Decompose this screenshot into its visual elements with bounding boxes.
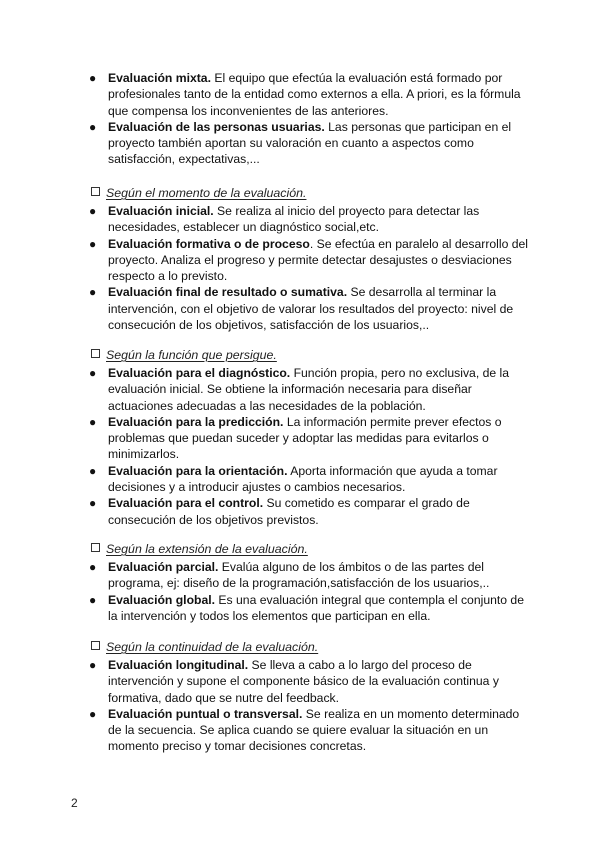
section-heading (88, 639, 528, 655)
list-item (88, 236, 528, 285)
item-term: Evaluación para la predicción. (108, 414, 284, 429)
checkbox-icon (91, 543, 100, 552)
bullet-icon: ● (89, 71, 97, 85)
list-item (88, 495, 528, 528)
item-text: Se realiza al inicio del proyecto para detectar las necesidades, establecer un diagnóstico social,etc. (108, 204, 480, 235)
item-text: Se desarrolla al terminar la intervención, con el objetivo de valorar los resultados del proyecto: nivel de consecución de los objetivos, satisfacción de los usuarios,.. (108, 285, 514, 333)
item-text: Se realiza en un momento determinado de la secuencia. Se aplica cuando se quiere evaluar la situación en un momento preciso y tomar decisiones concretas. (108, 706, 520, 754)
section-heading-text: Según la extensión de la evaluación. (106, 542, 308, 556)
list-item (88, 706, 528, 755)
checkbox-icon (91, 349, 100, 358)
section-funcion (88, 347, 528, 528)
checkbox-icon (91, 641, 100, 650)
bullet-icon: ● (89, 119, 97, 134)
list-item (88, 365, 528, 414)
item-text: Su cometido es comparar el grado de consecución de los objetivos previstos. (108, 496, 470, 527)
bullet-icon: ● (89, 560, 97, 574)
item-term: Evaluación para el control. (108, 496, 264, 511)
item-term: Evaluación puntual o transversal. (108, 706, 303, 721)
checkbox-icon (91, 187, 100, 196)
item-term: Evaluación formativa o de proceso (108, 236, 310, 251)
item-text: La información permite prever efectos o problemas que puedan suceder y adoptar las medidas para evitarlos o minimizarlos. (108, 414, 502, 462)
bullet-icon: ● (89, 496, 97, 511)
bullet-icon: ● (89, 204, 97, 218)
item-term: Evaluación longitudinal. (108, 658, 249, 672)
section-continuidad (88, 639, 528, 755)
section-heading (88, 185, 528, 201)
item-term: Evaluación final de resultado o sumativa. (108, 285, 348, 300)
section-heading-text: Según la función que persigue. (106, 348, 277, 362)
list-item (88, 559, 528, 592)
list-item (88, 414, 528, 463)
item-text: Función propia, pero no exclusiva, de la evaluación inicial. Se obtiene la información necesaria para diseñar actuaciones adecuadas a las necesidades de la población. (108, 366, 510, 413)
item-text: Aporta información que ayuda a tomar decisiones y a introducir ajustes o cambios necesarios. (108, 463, 498, 495)
item-term: Evaluación mixta. (108, 71, 211, 85)
page-number: 2 (71, 796, 78, 810)
section-heading-text: Según la continuidad de la evaluación. (106, 640, 319, 654)
item-term: Evaluación para la orientación. (108, 463, 288, 478)
list-item (88, 119, 528, 168)
list-item (88, 592, 528, 625)
item-text: Las personas que participan en el proyecto también aportan su valoración en cuanto a aspectos como satisfacción, expectativas,... (108, 119, 512, 167)
item-text: Evalúa alguno de los ámbitos o de las partes del programa, ej: diseño de la programación,satisfacción de los usuarios,.. (108, 560, 490, 591)
bullet-icon: ● (89, 706, 97, 721)
section-extension (88, 541, 528, 624)
section-heading (88, 541, 528, 557)
bullet-icon: ● (89, 366, 97, 380)
bullet-icon: ● (89, 463, 97, 478)
item-term: Evaluación global. (108, 592, 216, 607)
bullet-icon: ● (89, 285, 97, 300)
item-term: Evaluación parcial. (108, 560, 219, 574)
item-term: Evaluación de las personas usuarias. (108, 119, 325, 134)
item-term: Evaluación para el diagnóstico. (108, 366, 291, 380)
item-text: El equipo que efectúa la evaluación está formado por profesionales tanto de la entidad como externos a ella. A priori, es la fórmula que compensa los inconvenientes de las anteriores. (108, 71, 521, 118)
item-term: Evaluación inicial. (108, 204, 214, 218)
list-item (88, 284, 528, 333)
bullet-icon: ● (89, 592, 97, 607)
section-momento (88, 185, 528, 333)
item-text: Se lleva a cabo a lo largo del proceso de intervención y supone el componente básico de la evaluación continua y formativa, dado que se nutre del feedback. (108, 658, 499, 705)
list-item (88, 657, 528, 706)
section-heading-text: Según el momento de la evaluación. (106, 186, 307, 200)
intro-list (88, 70, 528, 168)
item-text: . Se efectúa en paralelo al desarrollo del proyecto. Analiza el progreso y permite detectar desajustes o desviaciones respecto a lo previsto. (108, 236, 529, 284)
bullet-icon: ● (89, 658, 97, 672)
section-heading (88, 347, 528, 363)
list-item (88, 203, 528, 236)
list-item (88, 463, 528, 496)
item-text: Es una evaluación integral que contempla el conjunto de la intervención y todos los elementos que participan en ella. (108, 592, 524, 623)
bullet-icon: ● (89, 414, 97, 429)
list-item (88, 70, 528, 119)
bullet-icon: ● (89, 236, 97, 251)
